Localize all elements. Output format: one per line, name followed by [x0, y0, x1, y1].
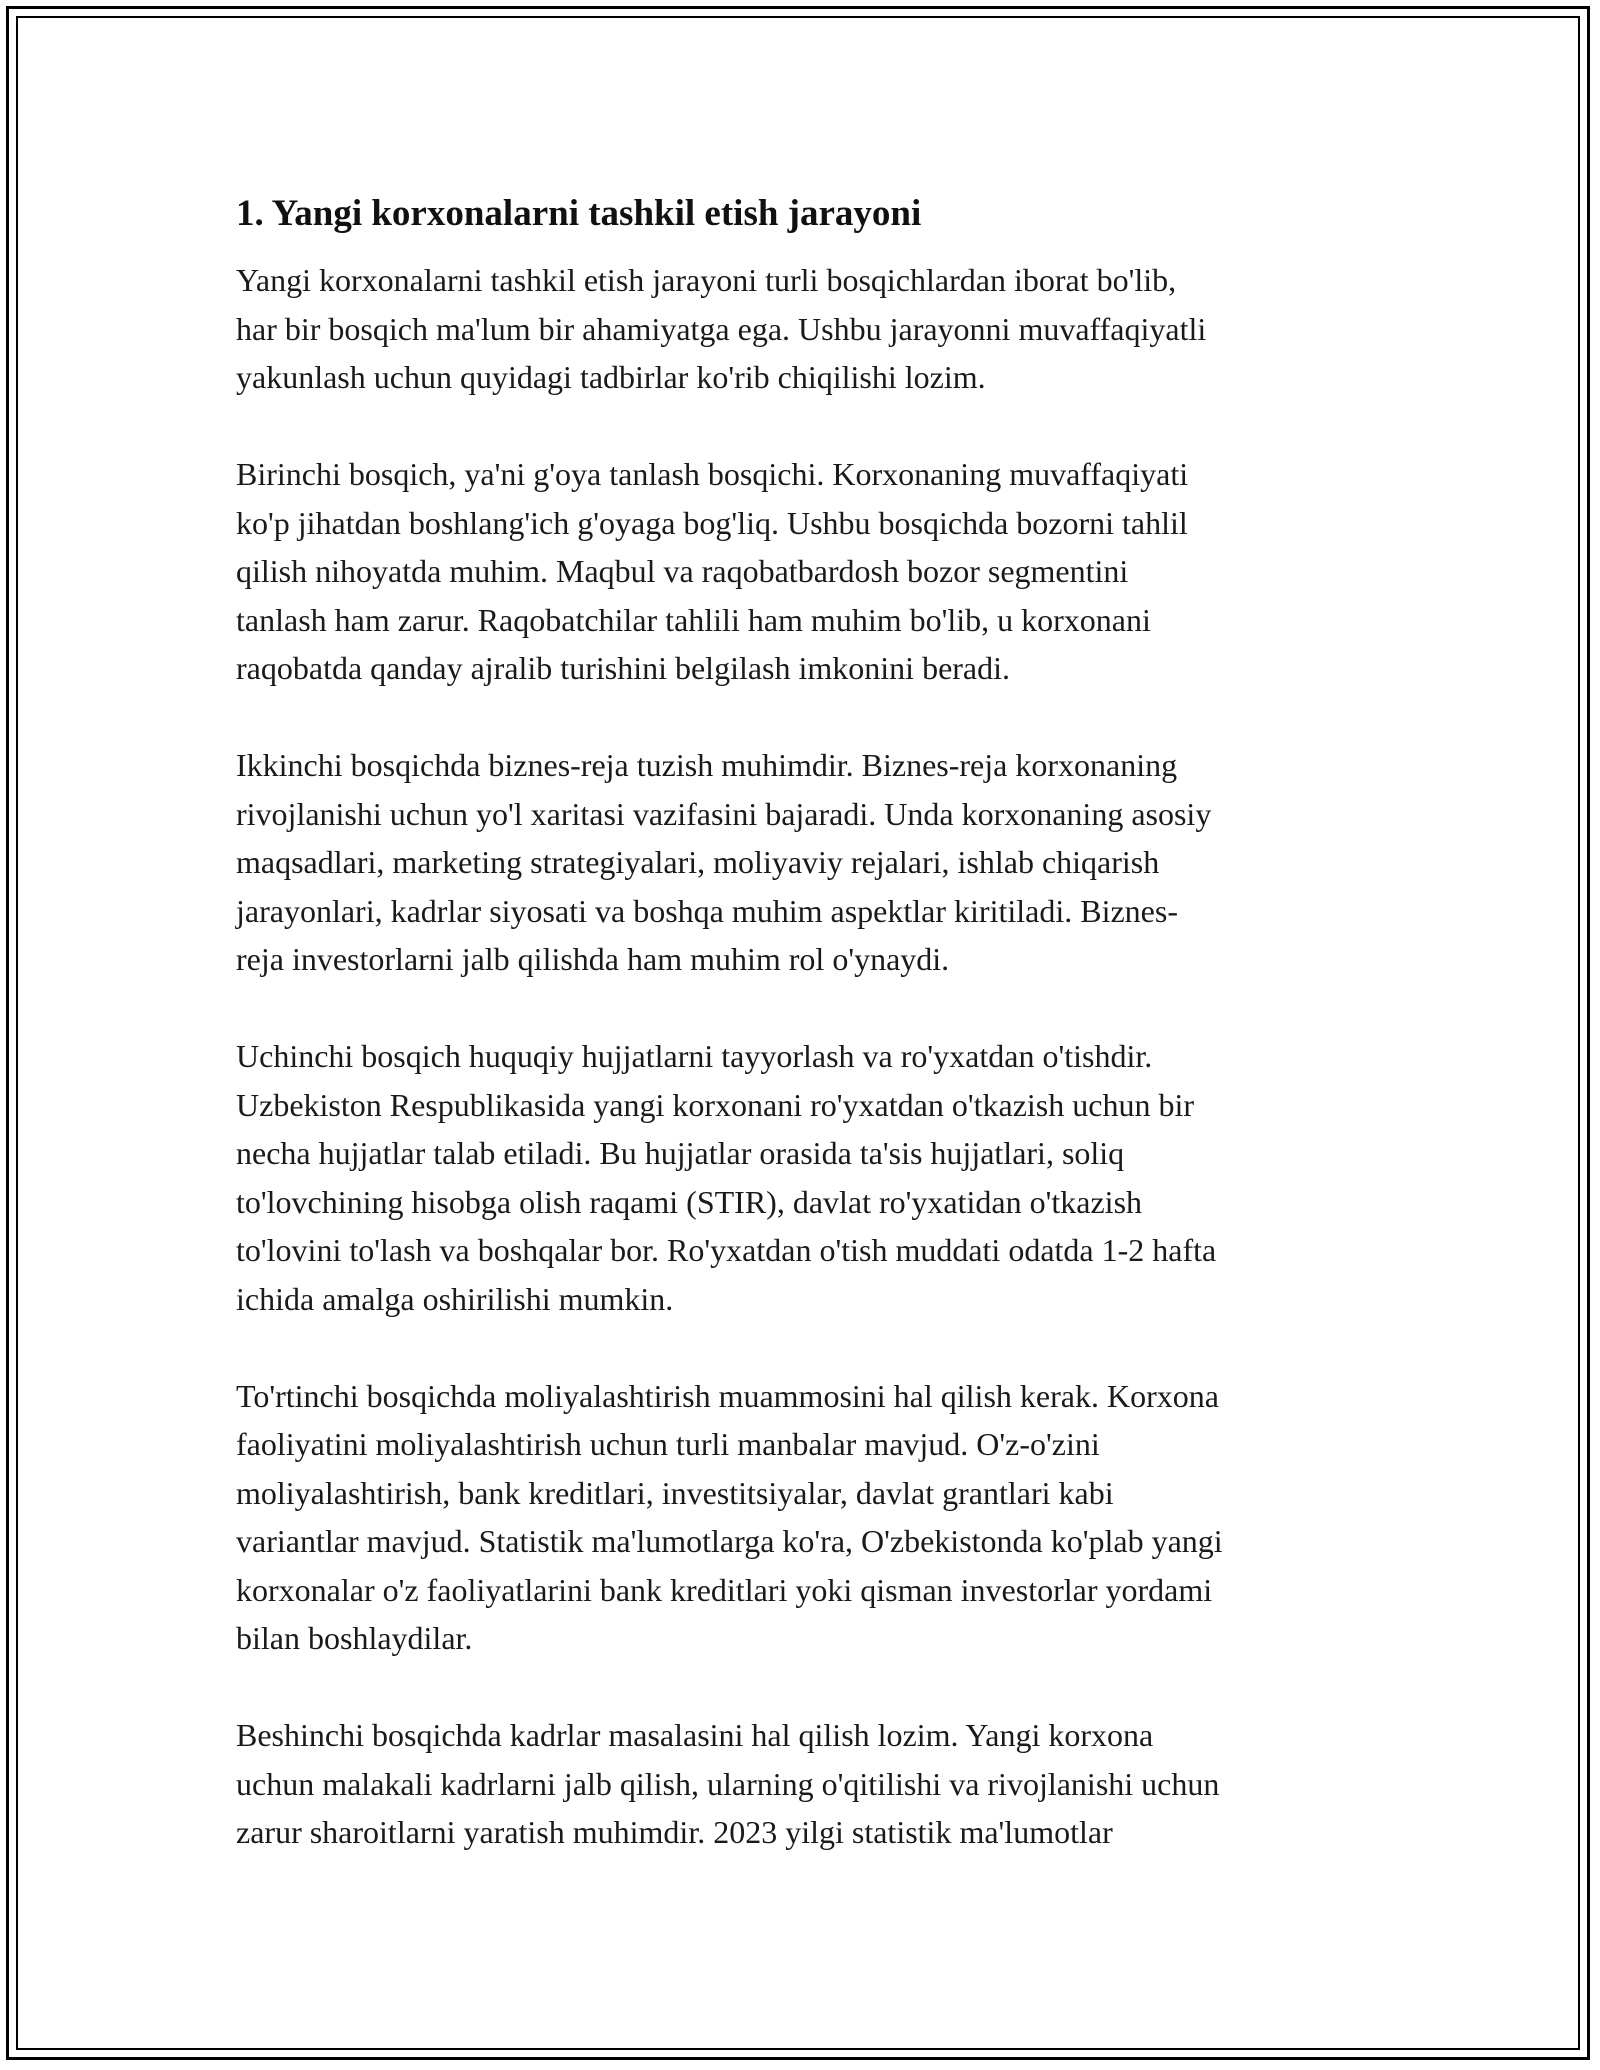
paragraph-stage-4: To'rtinchi bosqichda moliyalashtirish muammosini hal qilish kerak. Korxona faoliyatini moliyalashtirish uchun turli manbalar mavjud. O'z-o'zini moliyalashtirish, bank kreditlari, investitsiyalar, davlat grantlari kabi variantlar mavjud. Statistik ma'lumotlarga ko'ra, O'zbekistonda ko'plab yangi korxonalar o'z faoliyatlarini bank kreditlari yoki qisman investorlar yordami bilan boshlaydilar.: [236, 1377, 1223, 1656]
paragraph-stage-3: Uchinchi bosqich huquqiy hujjatlarni tayyorlash va ro'yxatdan o'tishdir. Uzbekiston Respublikasida yangi korxonani ro'yxatdan o'tkazish uchun bir necha hujjatlar talab etiladi. Bu hujjatlar orasida ta'sis hujjatlari, soliq to'lovchining hisobga olish raqami (STIR), davlat ro'yxatidan o'tkazish to'lovini to'lash va boshqalar bor. Ro'yxatdan o'tish muddati odatda 1-2 hafta ichida amalga oshirilishi mumkin.: [236, 1038, 1217, 1317]
paragraph-stage-2: Ikkinchi bosqichda biznes-reja tuzish muhimdir. Biznes-reja korxonaning rivojlanishi uchun yo'l xaritasi vazifasini bajaradi. Unda korxonaning asosiy maqsadlari, marketing strategiyalari, moliyaviy rejalari, ishlab chiqarish jarayonlari, kadrlar siyosati va boshqa muhim aspektlar kiritiladi. Biznes- reja investorlarni jalb qilishda ham muhim rol o'ynaydi.: [236, 747, 1212, 977]
section-heading: 1. Yangi korxonalarni tashkil etish jarayoni: [236, 193, 922, 234]
document-body: [236, 186, 1376, 1905]
paragraph-stage-1: Birinchi bosqich, ya'ni g'oya tanlash bosqichi. Korxonaning muvaffaqiyati ko'p jihatdan boshlang'ich g'oyaga bog'liq. Ushbu bosqichda bozorni tahlil qilish nihoyatda muhim. Maqbul va raqobatbardosh bozor segmentini tanlash ham zarur. Raqobatchilar tahlili ham muhim bo'lib, u korxonani raqobatda qanday ajralib turishini belgilash imkonini beradi.: [236, 456, 1189, 686]
paragraph-stage-5: Beshinchi bosqichda kadrlar masalasini hal qilish lozim. Yangi korxona uchun malakali kadrlarni jalb qilish, ularning o'qitilishi va rivojlanishi uchun zarur sharoitlarni yaratish muhimdir. 2023 yilgi statistik ma'lumotlar: [236, 1717, 1220, 1850]
paragraph-intro: Yangi korxonalarni tashkil etish jarayoni turli bosqichlardan iborat bo'lib, har bir bosqich ma'lum bir ahamiyatga ega. Ushbu jarayonni muvaffaqiyatli yakunlash uchun quyidagi tadbirlar ko'rib chiqilishi lozim.: [236, 262, 1207, 395]
